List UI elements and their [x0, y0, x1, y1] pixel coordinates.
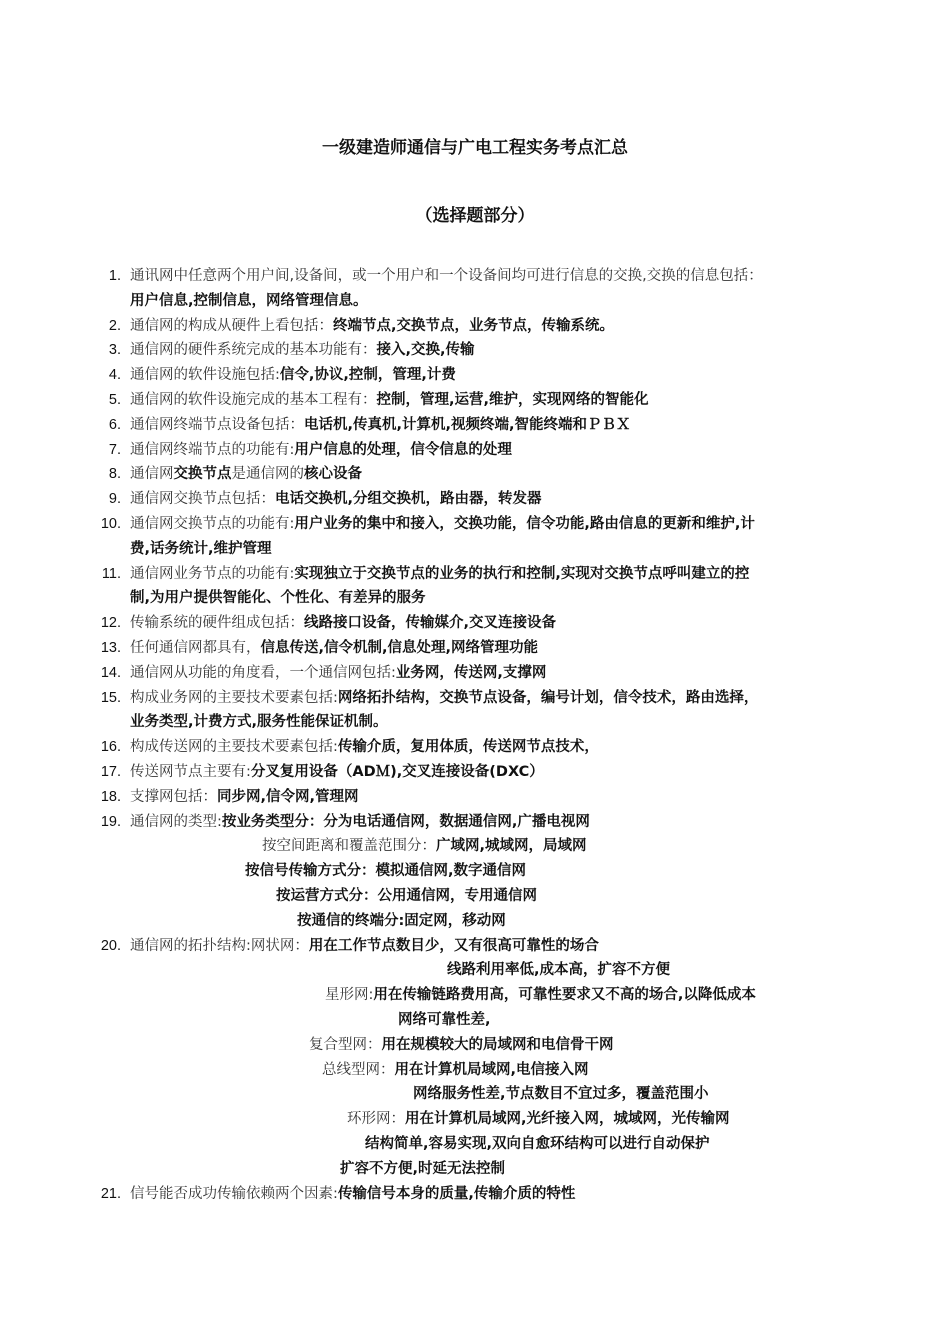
list-number: 14. [100, 664, 121, 681]
list-number: 8. [108, 466, 121, 483]
plain-text: 通信网业务节点的功能有: [130, 565, 295, 582]
plain-text: 构成业务网的主要技术要素包括: [130, 689, 338, 706]
key-point-text: 控制，管理,运营,维护，实现网络的智能化 [376, 392, 649, 408]
list-number: 20. [100, 937, 121, 954]
list-number: 4. [108, 367, 121, 384]
plain-text: 支撑网包括： [130, 788, 217, 805]
list-item-text [347, 1107, 730, 1132]
key-point-text: 按信号传输方式分：模拟通信网,数字通信网 [245, 863, 527, 880]
list-item-text [325, 983, 756, 1008]
key-point-text: 信令,协议,控制，管理,计费 [279, 367, 456, 384]
list-number: 3. [108, 342, 121, 359]
key-point-text: 用在计算机局域网,电信接入网 [394, 1061, 589, 1078]
key-point-text: 业务网，传送网,支撑网 [395, 664, 547, 681]
key-point-text: 用户信息的处理，信令信息的处理 [294, 441, 512, 458]
plain-text: 通信网交换节点的功能有: [130, 516, 295, 532]
plain-text: 传输系统的硬件组成包括： [130, 615, 304, 632]
key-point-text: 同步网,信令网,管理网 [217, 788, 359, 805]
plain-text: 通信网的软件设施包括: [130, 367, 280, 384]
plain-text: 通信网从功能的角度看，一个通信网包括: [130, 664, 396, 681]
key-point-text: 电话交换机,分组交换机，路由器，转发器 [275, 491, 542, 508]
list-item-text [130, 611, 556, 636]
list-number: 7. [108, 441, 121, 458]
plain-text: 信号能否成功传输依赖两个因素: [130, 1185, 338, 1202]
list-item-text [297, 909, 506, 934]
key-point-text: 线路接口设备，传输媒介,交叉连接设备 [304, 615, 557, 632]
list-item-text [130, 462, 362, 487]
list-item-text [130, 1182, 575, 1207]
list-item-text [398, 1008, 491, 1033]
plain-text: 按空间距离和覆盖范围分： [262, 838, 436, 855]
document-subtitle: （选择题部分） [415, 206, 535, 226]
list-item-text [340, 1157, 505, 1182]
key-point-text: 广域网,城域网，局域网 [436, 838, 587, 855]
key-point-text: 实现独立于交换节点的业务的执行和控制,实现对交换节点呼叫建立的控 [294, 565, 750, 582]
key-point-text: 按通信的终端分:固定网，移动网 [297, 912, 506, 929]
plain-text: 环形网： [347, 1111, 405, 1128]
list-item-text [309, 1033, 614, 1058]
list-number: 13. [100, 640, 121, 656]
document-title: 一级建造师通信与广电工程实务考点汇总 [322, 138, 628, 158]
list-item-text [130, 562, 749, 587]
key-point-text: 费,话务统计,维护管理 [130, 540, 272, 557]
list-item-text [130, 438, 512, 463]
list-item-text [130, 363, 456, 388]
plain-text: 通讯网中任意两个用户间,设备间，或一个用户和一个设备间均可进行信息的交换,交换的信息包括： [130, 268, 763, 284]
key-point-text: 终端节点,交换节点，业务节点，传输系统。 [333, 317, 615, 334]
key-point-text: 用户信息,控制信息，网络管理信息。 [130, 292, 368, 309]
plain-text: 通信网的硬件系统完成的基本功能有： [130, 342, 377, 359]
key-point-text: 用在工作节点数目少，又有很高可靠性的场合 [308, 937, 599, 954]
list-item-text [130, 586, 426, 611]
plain-text: 通信网的类型: [130, 813, 222, 830]
plain-text: 通信网终端节点设备包括： [130, 416, 304, 433]
list-number: 12. [100, 615, 121, 632]
list-item-text [262, 834, 587, 859]
list-item-text [365, 1132, 710, 1157]
list-item-text [276, 884, 537, 909]
key-point-text: 信息传送,信令机制,信息处理,网络管理功能 [260, 640, 539, 656]
key-point-text: 分叉复用设备（ADＭ),交叉连接设备(DXC） [250, 764, 544, 780]
plain-text: 构成传送网的主要技术要素包括: [130, 739, 338, 756]
list-item-text [130, 661, 546, 686]
key-point-text: 用在规模较大的局域网和电信骨干网 [381, 1036, 614, 1053]
list-item-text [130, 686, 758, 711]
list-number: 18. [100, 788, 121, 805]
list-number: 5. [108, 392, 121, 408]
key-point-text: 电话机,传真机,计算机,视频终端,智能终端和ＰＢＸ [304, 416, 631, 433]
list-number: 17. [100, 764, 121, 780]
list-item-text [130, 760, 544, 785]
plain-text: 通信网 [130, 466, 174, 483]
list-number: 11. [101, 565, 121, 582]
list-item-text [130, 264, 763, 289]
key-point-text: 传输介质，复用体质，传送网节点技术， [337, 739, 599, 756]
list-item-text [130, 636, 538, 661]
list-item-text [413, 1082, 709, 1107]
key-point-text: 业务类型,计费方式,服务性能保证机制。 [130, 714, 388, 731]
list-item-text [245, 859, 526, 884]
list-item-text [130, 388, 649, 413]
plain-text: 任何通信网都具有， [130, 640, 261, 656]
list-item-text [130, 934, 599, 959]
key-point-text: 按业务类型分：分为电话通信网，数据通信网,广播电视网 [221, 813, 590, 830]
key-point-text: 用在传输链路费用高，可靠性要求又不高的场合,以降低成本 [373, 987, 756, 1004]
key-point-text: 扩容不方便,时延无法控制 [340, 1160, 506, 1177]
list-item-text [130, 710, 388, 735]
key-point-text: 按运营方式分：公用通信网，专用通信网 [276, 888, 537, 904]
list-number: 2. [108, 317, 121, 334]
plain-text: 通信网的拓扑结构:网状网： [130, 937, 309, 954]
list-item-text [130, 338, 475, 363]
key-point-text: 网络服务性差,节点数目不宜过多，覆盖范围小 [413, 1086, 709, 1103]
list-number: 19. [100, 813, 121, 830]
plain-text: 通信网终端节点的功能有: [130, 441, 295, 458]
list-number: 15. [100, 689, 121, 706]
list-item-text [130, 512, 755, 537]
list-item-text [130, 735, 599, 760]
key-point-text: 用在计算机局域网,光纤接入网，城域网，光传输网 [405, 1111, 730, 1128]
key-point-text: 交换节点 [173, 466, 232, 483]
list-item-text [130, 537, 272, 562]
list-number: 9. [108, 491, 121, 508]
list-item-text [130, 810, 590, 835]
list-number: 21. [100, 1185, 121, 1202]
list-number: 16. [100, 739, 121, 756]
list-item-text [322, 1058, 589, 1083]
list-item-text [130, 289, 368, 314]
key-point-text: 核心设备 [304, 466, 362, 483]
list-item-text [130, 785, 359, 810]
list-item-text [130, 314, 614, 339]
list-number: 1. [108, 268, 121, 284]
key-point-text: 接入,交换,传输 [376, 342, 475, 359]
key-point-text: 结构简单,容易实现,双向自愈环结构可以进行自动保护 [365, 1136, 710, 1152]
list-item-text [447, 958, 670, 983]
key-point-text: 网络可靠性差, [398, 1012, 491, 1028]
list-item-text [130, 487, 542, 512]
key-point-text: 用户业务的集中和接入，交换功能，信令功能,路由信息的更新和维护,计 [294, 516, 755, 532]
key-point-text: 网络拓扑结构，交换节点设备，编号计划，信令技术，路由选择， [337, 689, 759, 706]
key-point-text: 传输信号本身的质量,传输介质的特性 [337, 1185, 576, 1202]
plain-text: 复合型网： [309, 1036, 382, 1053]
list-number: 10. [100, 516, 121, 532]
key-point-text: 线路利用率低,成本高，扩容不方便 [447, 962, 671, 979]
plain-text: 传送网节点主要有: [130, 764, 251, 780]
list-number: 6. [108, 416, 121, 433]
list-item-text [130, 413, 631, 438]
plain-text: 总线型网： [322, 1061, 395, 1078]
plain-text: 星形网: [325, 987, 374, 1004]
plain-text: 通信网交换节点包括： [130, 491, 275, 508]
plain-text: 通信网的软件设施完成的基本工程有： [130, 392, 377, 408]
key-point-text: 制,为用户提供智能化、个性化、有差异的服务 [130, 590, 426, 607]
plain-text: 是通信网的 [231, 466, 304, 483]
plain-text: 通信网的构成从硬件上看包括： [130, 317, 333, 334]
